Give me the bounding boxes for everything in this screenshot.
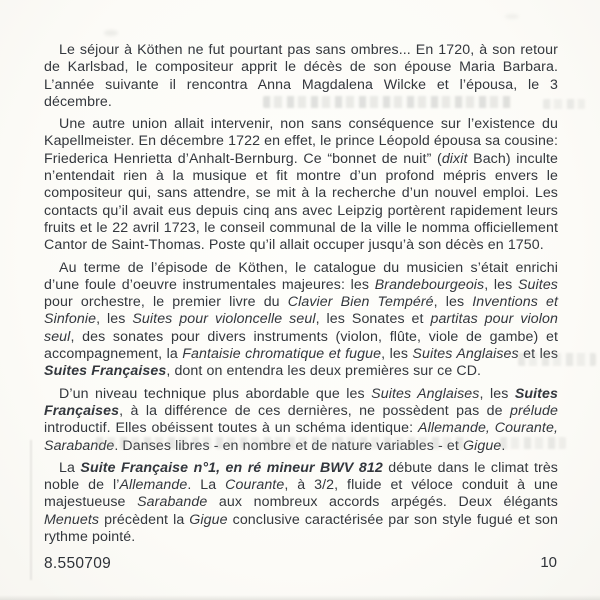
text-run: , à 3/2, fluide et véloce conduit à une majestueuse bbox=[44, 477, 558, 511]
text-run: Suites Françaises bbox=[44, 385, 558, 419]
text-run: et les bbox=[518, 346, 559, 363]
text-run: , les bbox=[433, 294, 473, 311]
text-run: Brandebourgeois bbox=[374, 276, 485, 293]
text-run: Suites Anglaises bbox=[371, 385, 480, 402]
page-bottom-edge bbox=[0, 595, 600, 600]
text-run: Allemande bbox=[119, 477, 188, 494]
text-run: précèdent la bbox=[99, 511, 190, 528]
text-run: Allemande, Courante, Sarabande bbox=[44, 420, 558, 454]
catalog-number: 8.550709 bbox=[44, 555, 112, 572]
text-run: Inventions et Sinfonie bbox=[44, 294, 559, 328]
paragraph bbox=[44, 116, 558, 254]
bleed-through-artifact bbox=[263, 96, 511, 108]
text-run: conclusive caractérisée par son style fugué et son rythme pointé. bbox=[44, 511, 559, 546]
bleed-through-artifact bbox=[518, 353, 596, 366]
text-block bbox=[44, 42, 558, 551]
bleed-through-artifact bbox=[543, 99, 585, 109]
paragraph bbox=[44, 460, 558, 546]
scan-smudge bbox=[505, 14, 519, 19]
text-run: Gigue bbox=[189, 511, 228, 528]
text-run: prélude bbox=[509, 402, 558, 419]
text-run: Une autre union allait intervenir, non sans conséquence sur l’existence du Kapellmeister. En décembre 1722 en effet, le prince Léopold épousa sa cousine: Friederica Henrietta d’Anhalt-Bernburg. Ce “bonnet de nuit” ( bbox=[44, 116, 558, 167]
text-run: Le séjour à Köthen ne fut pourtant pas sans ombres... En 1720, à son retour de Karlsbad, le compositeur apprit le décès de son épouse Maria Barbara. L’année suivante il rencontra Anna Magdalena Wilcke et l’épousa, le 3 décembre. bbox=[44, 42, 558, 110]
text-run: Courante bbox=[225, 477, 285, 494]
text-run: Fantaisie chromatique et fugue bbox=[182, 346, 382, 363]
text-run: partitas pour violon seul bbox=[44, 311, 559, 345]
text-run: , des sonates pour divers instruments (violon, flûte, viole de gambe) et accompagnement, la bbox=[44, 328, 558, 363]
page-gutter-shading bbox=[30, 440, 32, 580]
text-run: , les bbox=[381, 346, 413, 363]
text-run: Sarabande bbox=[137, 494, 208, 511]
text-run: Gigue bbox=[462, 437, 502, 454]
text-run: , les bbox=[96, 311, 133, 328]
text-run: , dont on entendra les deux premières sur ce CD. bbox=[166, 363, 482, 380]
text-run: , les bbox=[479, 385, 515, 402]
text-run: D’un niveau technique plus abordable que les bbox=[59, 385, 372, 402]
text-run: dixit bbox=[441, 150, 468, 167]
text-run: Menuets bbox=[44, 511, 100, 528]
text-run: , à la différence de ces dernières, ne possèdent pas de bbox=[119, 402, 510, 419]
text-run: aux nombreux accords arpégés. Deux élégants bbox=[207, 494, 558, 511]
text-run: Suites Anglaises bbox=[412, 346, 519, 363]
page-number: 10 bbox=[540, 554, 557, 571]
text-run: . Danses libres - en nombre et de nature variables - et bbox=[114, 437, 463, 454]
text-run: Au terme de l’épisode de Köthen, le catalogue du musicien s’était enrichi d’une foule d’oeuvre instrumentales majeures: les bbox=[44, 259, 558, 293]
text-run: Suites Françaises bbox=[44, 363, 167, 380]
scan-smudge bbox=[104, 30, 118, 36]
text-run: , les Sonates et bbox=[315, 311, 431, 328]
text-run: , les bbox=[484, 276, 518, 293]
paragraph bbox=[44, 260, 558, 381]
text-run: . La bbox=[187, 477, 226, 494]
text-run: La bbox=[59, 459, 81, 476]
text-run: Suites bbox=[517, 276, 558, 293]
text-run: Suite Française n°1, en ré mineur BWV 812 bbox=[80, 459, 383, 476]
text-run: débute dans le climat très noble de l’ bbox=[44, 459, 559, 494]
text-run: Bach) inculte n’entendait rien à la musique et fit montre d’un profond mépris envers le compositeur qui, sans attendre, se mit à la recherche d’un nouvel emploi. Les contacts qu’il avait eus depuis cinq ans avec Leipzig portèrent rapidement leurs fruits et le 22 avril 1723, le conseil communal de la ville le nomma officiellement Cantor de Saint-Thomas. Poste qu’il allait occuper jusqu’à son décès en 1750. bbox=[44, 150, 558, 254]
text-run: . bbox=[501, 437, 506, 454]
text-run: Clavier Bien Tempéré bbox=[287, 294, 434, 311]
bleed-through-artifact bbox=[500, 437, 566, 449]
text-run: introductif. Elles obéissent toutes à un schéma identique: bbox=[44, 420, 418, 437]
text-run: Suites pour violoncelle seul bbox=[132, 311, 316, 328]
bleed-through-artifact bbox=[96, 437, 468, 449]
text-run: pour orchestre, le premier livre du bbox=[44, 294, 288, 311]
